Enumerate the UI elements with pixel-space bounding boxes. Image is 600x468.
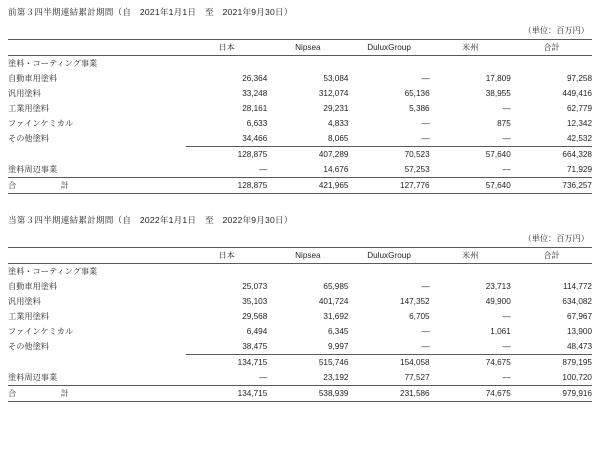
row-label: その他塗料 [8, 134, 49, 144]
segment-table-previous [8, 39, 592, 194]
cell-value: — [502, 104, 511, 113]
cell-value: 57,253 [404, 165, 430, 174]
subtotal-row [8, 355, 592, 371]
grand-total-row [8, 178, 592, 194]
adjacent-business-row [8, 370, 592, 386]
row-label: ファインケミカル [8, 119, 74, 128]
cell-value: 134,715 [186, 355, 267, 371]
cell-value: — [502, 312, 511, 321]
cell-value: 14,676 [323, 165, 349, 174]
row-label: 汎用塗料 [8, 89, 41, 98]
section-spacer [0, 194, 600, 208]
cell-value: 65,136 [404, 89, 430, 98]
table-row [8, 101, 592, 116]
segment-table-current [8, 247, 592, 402]
grand-total-label: 合 計 [8, 178, 186, 194]
cell-value: 62,779 [566, 104, 592, 113]
cell-value: — [421, 327, 430, 336]
cell-value: 42,532 [566, 134, 592, 143]
row-label: ファインケミカル [8, 327, 74, 336]
table-row [8, 339, 592, 355]
cell-value: — [421, 134, 430, 143]
cell-value: 6,633 [246, 119, 268, 128]
column-header-duluxgroup: DuluxGroup [348, 248, 429, 264]
cell-value: — [421, 342, 430, 351]
cell-value: 33,248 [242, 89, 268, 98]
cell-value: 127,776 [348, 178, 429, 194]
cell-value: 515,746 [267, 355, 348, 371]
cell-value: 53,084 [323, 74, 349, 83]
segment-section-current [0, 208, 600, 402]
cell-value: 449,416 [562, 89, 592, 98]
table-header-row [8, 248, 592, 264]
cell-value: 8,065 [327, 134, 349, 143]
cell-value: 65,985 [323, 282, 349, 291]
grand-total-label: 合 計 [8, 386, 186, 402]
cell-value: 147,352 [400, 297, 430, 306]
cell-value: 875 [497, 119, 511, 128]
cell-value: — [421, 74, 430, 83]
cell-value: 407,289 [267, 147, 348, 163]
cell-value: 9,997 [327, 342, 349, 351]
table-row [8, 279, 592, 294]
period-heading-current: 当第３四半期連結累計期間（自 2022年1月1日 至 2022年9月30日） [8, 215, 293, 225]
subtotal-label [8, 147, 186, 163]
cell-value: 48,473 [566, 342, 592, 351]
category-row-paint-coatings [8, 264, 592, 280]
cell-value: 29,231 [323, 104, 349, 113]
cell-value: — [502, 342, 511, 351]
row-label: 汎用塗料 [8, 297, 41, 306]
cell-value: 6,345 [327, 327, 349, 336]
cell-value: 28,161 [242, 104, 268, 113]
cell-value: 13,900 [566, 327, 592, 336]
cell-value: 128,875 [186, 178, 267, 194]
cell-value: 100,720 [562, 373, 592, 382]
cell-value: 17,809 [485, 74, 511, 83]
cell-value: 979,916 [511, 386, 592, 402]
column-header-japan: 日本 [186, 40, 267, 56]
cell-value: 74,675 [430, 386, 511, 402]
cell-value: 6,494 [246, 327, 268, 336]
period-heading-previous: 前第３四半期連結累計期間（自 2021年1月1日 至 2021年9月30日） [8, 7, 293, 17]
column-header-nipsea: Nipsea [267, 248, 348, 264]
cell-value: 312,074 [318, 89, 349, 98]
cell-value: 401,724 [318, 297, 349, 306]
cell-value: — [421, 119, 430, 128]
cell-value: 38,955 [485, 89, 511, 98]
cell-value: 35,103 [242, 297, 268, 306]
row-label: その他塗料 [8, 342, 49, 352]
row-label: 自動車用塗料 [8, 74, 58, 83]
row-label: 工業用塗料 [8, 104, 49, 113]
cell-value: 31,692 [323, 312, 349, 321]
cell-value: 5,386 [409, 104, 430, 113]
cell-value: 128,875 [186, 147, 267, 163]
cell-value: 23,713 [485, 282, 511, 291]
cell-value: 154,058 [348, 355, 429, 371]
subtotal-label [8, 355, 186, 371]
adjacent-business-row [8, 162, 592, 178]
table-row [8, 294, 592, 309]
cell-value: 25,073 [242, 282, 268, 291]
cell-value: 57,640 [430, 147, 511, 163]
cell-value: — [259, 373, 268, 382]
cell-value: 664,328 [511, 147, 592, 163]
cell-value: — [502, 373, 511, 382]
column-header-americas: 米州 [430, 248, 511, 264]
table-row [8, 324, 592, 339]
cell-value: 134,715 [186, 386, 267, 402]
column-header-total: 合計 [511, 40, 592, 56]
cell-value: 538,939 [267, 386, 348, 402]
cell-value: 57,640 [430, 178, 511, 194]
cell-value: 736,257 [511, 178, 592, 194]
table-row [8, 131, 592, 147]
cell-value: 231,586 [348, 386, 429, 402]
column-header-duluxgroup: DuluxGroup [348, 40, 429, 56]
category-row-paint-coatings [8, 56, 592, 72]
cell-value: 70,523 [348, 147, 429, 163]
category-label: 塗料・コーティング事業 [8, 267, 98, 276]
column-header-total: 合計 [511, 248, 592, 264]
cell-value: 38,475 [242, 342, 268, 351]
unit-note-current: （単位：百万円） [523, 234, 589, 243]
cell-value: 6,705 [409, 312, 430, 321]
cell-value: 634,082 [562, 297, 592, 306]
column-header-nipsea: Nipsea [267, 40, 348, 56]
subtotal-row [8, 147, 592, 163]
column-header-blank [8, 40, 186, 56]
column-header-blank [8, 248, 186, 264]
table-row [8, 309, 592, 324]
unit-note-previous: （単位：百万円） [523, 26, 589, 35]
cell-value: 23,192 [323, 373, 349, 382]
row-label: 工業用塗料 [8, 312, 49, 321]
cell-value: — [259, 165, 268, 174]
grand-total-row [8, 386, 592, 402]
cell-value: 1,061 [490, 327, 511, 336]
cell-value: 74,675 [430, 355, 511, 371]
cell-value: 77,527 [404, 373, 430, 382]
table-row [8, 116, 592, 131]
cell-value: 879,195 [511, 355, 592, 371]
cell-value: 34,466 [242, 134, 268, 143]
table-row [8, 71, 592, 86]
cell-value: — [421, 282, 430, 291]
cell-value: 4,833 [327, 119, 349, 128]
cell-value: 67,967 [566, 312, 592, 321]
cell-value: — [502, 165, 511, 174]
cell-value: 97,258 [566, 74, 592, 83]
cell-value: 12,342 [566, 119, 592, 128]
column-header-japan: 日本 [186, 248, 267, 264]
row-label: 自動車用塗料 [8, 282, 58, 291]
column-header-americas: 米州 [430, 40, 511, 56]
cell-value: 71,929 [566, 165, 592, 174]
category-label: 塗料・コーティング事業 [8, 59, 98, 68]
cell-value: 49,900 [485, 297, 511, 306]
cell-value: 421,965 [267, 178, 348, 194]
cell-value: 114,772 [563, 282, 592, 291]
cell-value: — [502, 134, 511, 143]
table-header-row [8, 40, 592, 56]
cell-value: 29,568 [242, 312, 268, 321]
row-label: 塗料周辺事業 [8, 373, 58, 382]
row-label: 塗料周辺事業 [8, 165, 58, 174]
cell-value: 26,364 [242, 74, 268, 83]
table-row [8, 86, 592, 101]
segment-section-previous [0, 0, 600, 194]
